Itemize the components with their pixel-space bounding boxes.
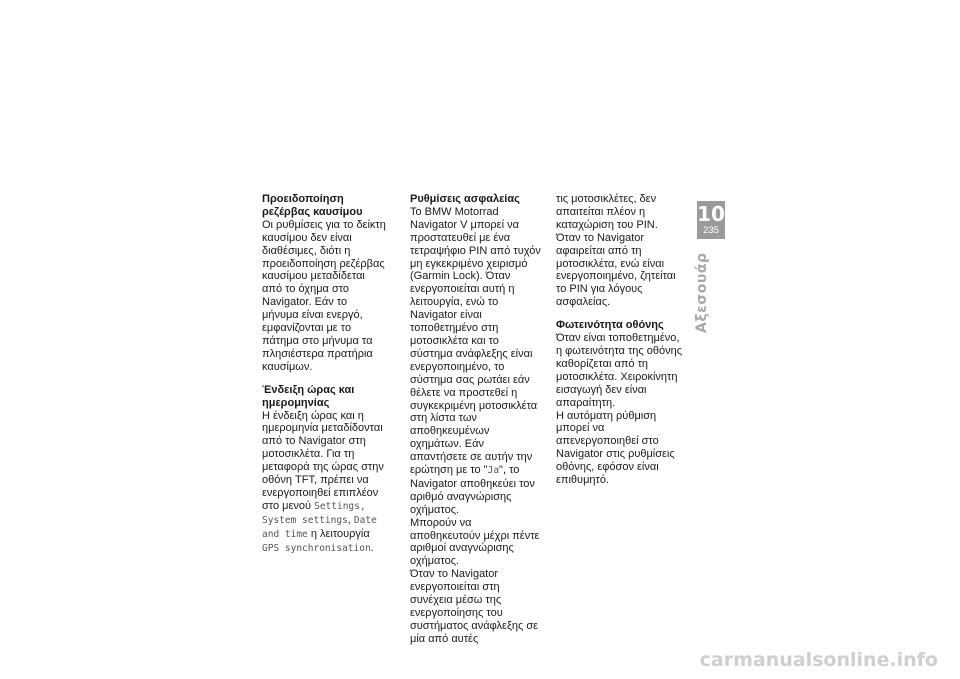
paragraph-security-2: Μπορούν να αποθηκευτούν μέχρι πέντε αριθμοί αναγνώρισης οχήματος. <box>410 516 540 568</box>
menu-date-time: Date and time <box>262 514 377 540</box>
answer-yes: Ja <box>487 465 500 477</box>
menu-settings: Settings, <box>314 500 366 512</box>
column-1 <box>262 193 386 555</box>
heading-security-settings: Ρυθμίσεις ασφαλείας <box>410 193 520 205</box>
chapter-side-label: Αξεσουάρ <box>694 252 710 333</box>
paragraph-time-date: Η ένδειξη ώρας και η ημερομηνία μεταδίδονται από το Navigator στη μοτοσικλέτα. Για τη μεταφορά της ώρας στην οθόνη TFT, πρέπει να ενεργοποιηθεί επιπλέον στο μενού Settings, System settings, Date and time η λειτουργία GPS synchronisation. <box>262 409 384 554</box>
menu-gps-sync: GPS synchronisation <box>262 542 371 554</box>
column-3 <box>556 193 686 487</box>
paragraph-brightness-1: Όταν είναι τοποθετημένο, η φωτεινότητα της οθόνης καθορίζεται από τη μοτοσικλέτα. Χειροκίνητη εισαγωγή δεν είναι απαραίτητη. <box>556 332 683 409</box>
heading-fuel-reserve: Προειδοποίηση ρεζέρβας καυσίμου <box>262 193 363 218</box>
menu-system-settings: System settings <box>262 514 348 526</box>
paragraph-security-4: τις μοτοσικλέτες, δεν απαιτείται πλέον η καταχώριση του PIN. <box>556 193 658 231</box>
paragraph-security-1: Το BMW Motorrad Navigator V μπορεί να προστατευθεί με ένα τετραψήφιο PIN από τυχόν μη εγκεκριμένο χειρισμό (Garmin Lock). Όταν ενεργοποιείται αυτή η λειτουργία, ενώ το Navigator είναι τοποθετημένο στη μοτοσικλέτα και το σύστημα ανάφλεξης είναι ενεργοποιημένο, το σύστημα σας ρωτάει εάν θέλετε να προστεθεί η συγκεκριμένη μοτοσικλέτα στη λίστα των αποθηκευμένων οχημάτων. Εάν απαντήσετε σε αυτήν την ερώτηση με το "Ja", το Navigator αποθηκεύει τον αριθμό αναγνώρισης οχήματος. <box>410 205 541 516</box>
paragraph-brightness-2: Η αυτόματη ρύθμιση μπορεί να απενεργοποιηθεί στο Navigator στις ρυθμίσεις οθόνης, εφόσον είναι επιθυμητό. <box>556 409 675 487</box>
watermark: carmanualsonline.info <box>699 649 938 671</box>
paragraph-security-5: Όταν το Navigator αφαιρείται από τη μοτοσικλέτα, ενώ είναι ενεργοποιημένο, ζητείται το PIN για λόγους ασφαλείας. <box>556 231 676 309</box>
heading-brightness: Φωτεινότητα οθόνης <box>556 319 664 332</box>
paragraph-fuel-reserve: Οι ρυθμίσεις για το δείκτη καυσίμου δεν είναι διαθέσιμες, διότι η προειδοποίηση ρεζέρβας καυσίμου μεταδίδεται από το όχημα στο Navigator. Εάν το μήνυμα είναι ενεργό, εμφανίζονται με το πάτημα στο μήνυμα τα πλησιέστερα πρατήρια καυσίμων. <box>262 218 386 373</box>
paragraph-security-3: Όταν το Navigator ενεργοποιείται στη συνέχεια μέσω της ενεργοποίησης του συστήματος ανάφλεξης σε μία από αυτές <box>410 568 539 645</box>
heading-time-date: Ένδειξη ώρας και ημερομηνίας <box>262 383 355 409</box>
chapter-number: 10 <box>697 202 725 226</box>
column-2 <box>410 193 542 646</box>
page-number: 235 <box>703 225 719 236</box>
